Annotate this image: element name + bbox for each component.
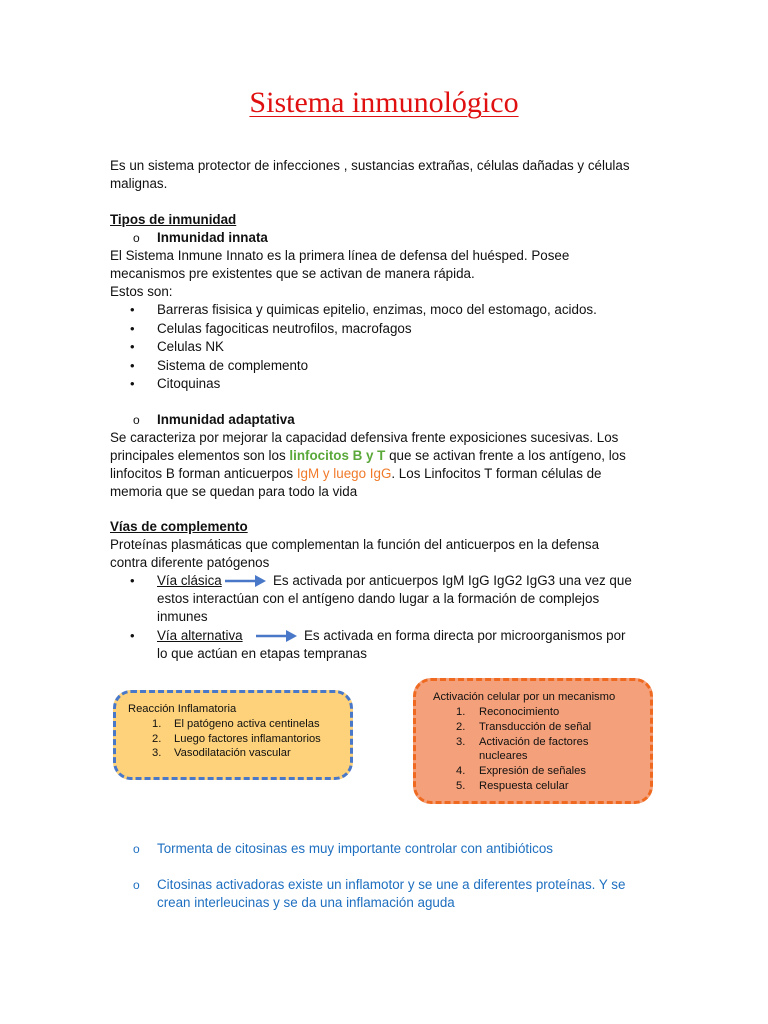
page-title: Sistema inmunológico — [249, 86, 519, 119]
note-2-line-2: crean interleucinas y se da una inflamación aguda — [157, 895, 455, 910]
igm-igg-highlight: IgM y luego IgG — [296, 466, 392, 481]
adaptativa-line-2 — [110, 447, 626, 465]
box-item: Vasodilatación vascular — [174, 747, 291, 759]
innata-item-3: Celulas NK — [157, 339, 224, 354]
box-item: Luego factores inflamantorios — [174, 733, 321, 745]
note-marker: o — [133, 842, 140, 856]
bullet: • — [130, 376, 135, 391]
innata-line-3: Estos son: — [110, 284, 173, 299]
note-2-line-1: Citosinas activadoras existe un inflamotor y se une a diferentes proteínas. Y se — [157, 877, 626, 892]
bullet: • — [130, 302, 135, 317]
linfocitos-highlight: linfocitos B y T — [289, 448, 386, 463]
adaptativa-line-3 — [110, 465, 602, 483]
activacion-celular-box — [413, 678, 653, 804]
innata-marker: o — [133, 231, 140, 245]
arrow-right-icon — [256, 629, 298, 643]
adaptativa-line-2-c: que se activan frente a los antígeno, los — [385, 448, 626, 463]
box-item: Expresión de señales — [479, 765, 586, 777]
via-clasica-line-2: estos interactúan con el antígeno dando lugar a la formación de complejos — [157, 591, 600, 606]
via-alternativa-line-2: lo que actúan en etapas tempranas — [157, 646, 367, 661]
box-item: Activación de factores — [479, 736, 589, 748]
box-number: 4. — [456, 765, 466, 777]
intro-line-2: malignas. — [110, 176, 168, 191]
box-item: El patógeno activa centinelas — [174, 718, 320, 730]
bullet: • — [130, 321, 135, 336]
innata-item-2: Celulas fagociticas neutrofilos, macrofagos — [157, 321, 412, 336]
innata-label: Inmunidad innata — [157, 230, 268, 245]
tipos-heading: Tipos de inmunidad — [110, 212, 237, 227]
adaptativa-line-3-c: . Los Linfocitos T forman células de — [391, 466, 602, 481]
adaptativa-marker: o — [133, 413, 140, 427]
box-title: Reacción Inflamatoria — [128, 703, 237, 715]
vias-heading: Vías de complemento — [110, 519, 248, 534]
via-clasica-line-1: Es activada por anticuerpos IgM IgG IgG2 IgG3 una vez que — [273, 573, 632, 588]
via-alternativa-label: Vía alternativa — [157, 628, 243, 643]
box-number: 2. — [456, 721, 466, 733]
adaptativa-label: Inmunidad adaptativa — [157, 412, 295, 427]
innata-item-5: Citoquinas — [157, 376, 221, 391]
arrow-right-icon — [225, 574, 267, 588]
bullet: • — [130, 358, 135, 373]
bullet: • — [130, 339, 135, 354]
vias-intro-2: contra diferente patógenos — [110, 555, 270, 570]
box-number: 1. — [456, 706, 466, 718]
reaccion-inflamatoria-box — [113, 690, 353, 780]
intro-line-1: Es un sistema protector de infecciones , sustancias extrañas, células dañadas y células — [110, 158, 630, 173]
bullet: • — [130, 628, 135, 643]
vias-intro-1: Proteínas plasmáticas que complementan la función del anticuerpos en la defensa — [110, 537, 600, 552]
innata-line-1: El Sistema Inmune Innato es la primera línea de defensa del huésped. Posee — [110, 248, 570, 263]
box-item: Respuesta celular — [479, 780, 569, 792]
innata-item-1: Barreras fisisica y quimicas epitelio, enzimas, moco del estomago, acidos. — [157, 302, 597, 317]
box-item: Transducción de señal — [479, 721, 592, 733]
bullet: • — [130, 573, 135, 588]
box-number: 1. — [152, 718, 162, 730]
box-title: Activación celular por un mecanismo — [433, 691, 616, 703]
note-1: Tormenta de citosinas es muy importante controlar con antibióticos — [157, 841, 553, 856]
innata-item-4: Sistema de complemento — [157, 358, 309, 373]
box-number: 3. — [152, 747, 162, 759]
adaptativa-line-2-a: principales elementos son los — [110, 448, 290, 463]
adaptativa-line-3-a: linfocitos B forman anticuerpos — [110, 466, 297, 481]
via-clasica-line-3: inmunes — [157, 609, 208, 624]
innata-line-2: mecanismos pre existentes que se activan de manera rápida. — [110, 266, 475, 281]
box-item: Reconocimiento — [479, 706, 560, 718]
via-alternativa-line-1: Es activada en forma directa por microorganismos por — [304, 628, 626, 643]
box-number: 3. — [456, 736, 466, 748]
adaptativa-line-4: memoria que se quedan para todo la vida — [110, 484, 358, 499]
adaptativa-line-1: Se caracteriza por mejorar la capacidad defensiva frente exposiciones sucesivas. Los — [110, 430, 619, 445]
box-item: nucleares — [479, 750, 528, 762]
note-marker: o — [133, 878, 140, 892]
box-number: 5. — [456, 780, 466, 792]
box-number: 2. — [152, 733, 162, 745]
via-clasica-label: Vía clásica — [157, 573, 222, 588]
